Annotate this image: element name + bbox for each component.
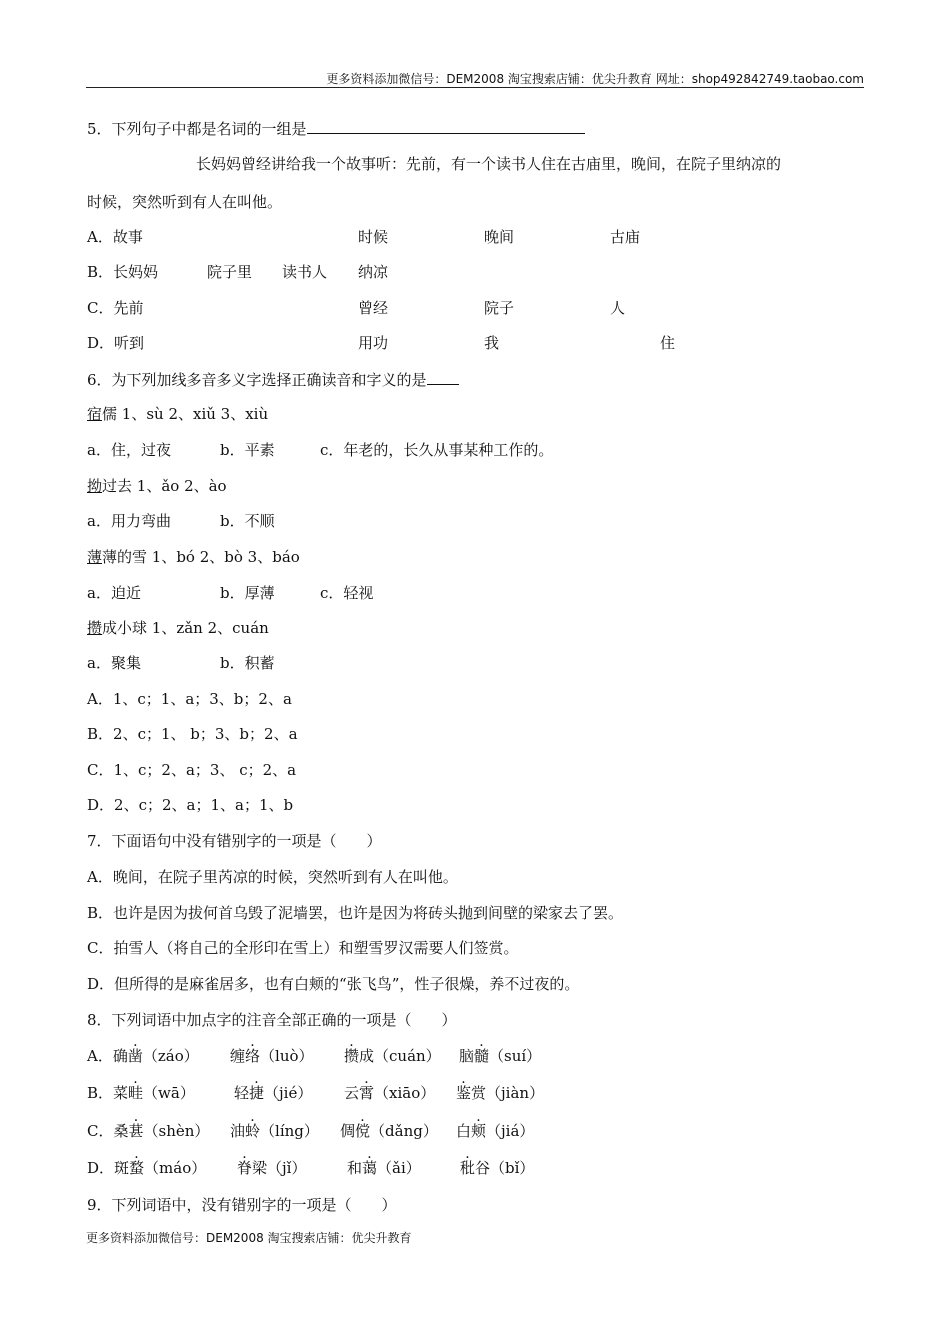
q8-option-d-word: 秕谷（bǐ） (460, 1159, 535, 1177)
q6-meaning: b．平素 (220, 441, 275, 459)
q6-word-2: 拗过去 1、ǎo 2、ào (87, 477, 227, 495)
q6-meaning: c．年老的，长久从事某种工作的。 (320, 441, 554, 459)
q5-option-d: D．听到 (87, 334, 145, 352)
q8-option-d-word: D．斑蝥（máo） (87, 1159, 207, 1177)
page-header: 更多资料添加微信号：DEM2008 淘宝搜索店铺：优尖升教育 网址：shop492842749.taobao.com (326, 72, 864, 86)
q5-option-d-word: 我 (484, 334, 500, 352)
q5-option-c-word: 院子 (484, 299, 515, 317)
q6-option-a: A．1、c；1、a；3、b；2、a (87, 690, 292, 708)
q9-stem: 9．下列词语中，没有错别字的一项是（ ） (87, 1196, 397, 1214)
q5-stem: 5．下列句子中都是名词的一组是 (87, 118, 585, 139)
q5-option-a-word: 古庙 (610, 228, 641, 246)
q6-meaning: a．住，过夜 (87, 441, 171, 459)
q8-option-b-word: B．菜畦（wā） (87, 1084, 195, 1102)
q5-option-b: B．长妈妈 (87, 263, 159, 281)
q8-option-b-word: 鉴赏（jiàn） (456, 1084, 545, 1102)
q5-passage-line2: 时候，突然听到有人在叫他。 (87, 193, 283, 211)
q8-option-d-word: 和蔼（ǎi） (347, 1159, 421, 1177)
q6-meaning: b．厚薄 (220, 584, 275, 602)
q8-option-d-word: 脊梁（jǐ） (237, 1159, 307, 1177)
q8-option-c-word: C．桑葚（shèn） (87, 1122, 210, 1140)
header-divider (86, 87, 864, 88)
q6-stem: 6．为下列加线多音多义字选择正确读音和字义的是 (87, 369, 459, 390)
q5-option-b-word: 纳凉 (358, 263, 389, 281)
q6-word-1: 宿儒 1、sù 2、xiǔ 3、xiù (87, 405, 269, 423)
q5-option-c: C．先前 (87, 299, 144, 317)
q7-option-b: B．也许是因为拔何首乌毁了泥墙罢，也许是因为将砖头抛到间壁的梁家去了罢。 (87, 904, 624, 922)
q7-option-c: C．拍雪人（将自己的全形印在雪上）和塑雪罗汉需要人们签赏。 (87, 939, 519, 957)
q6-meaning: a．用力弯曲 (87, 512, 171, 530)
q6-meaning: a．聚集 (87, 654, 141, 672)
q5-option-b-word: 读书人 (282, 263, 328, 281)
q7-stem: 7．下面语句中没有错别字的一项是（ ） (87, 832, 382, 850)
q6-option-b: B．2、c；1、 b；3、b；2、a (87, 725, 298, 743)
q8-option-a-word: 攒成（cuán） (344, 1047, 441, 1065)
q8-option-a-word: A．确凿（záo） (87, 1047, 199, 1065)
q7-option-a: A．晚间，在院子里芮凉的时候，突然听到有人在叫他。 (87, 868, 458, 886)
answer-blank (307, 118, 585, 134)
q6-meaning: b．积蓄 (220, 654, 275, 672)
q6-word-4: 攒成小球 1、zǎn 2、cuán (87, 619, 269, 637)
q5-option-a-word: 时候 (358, 228, 389, 246)
q8-option-a-word: 脑髓（suí） (459, 1047, 542, 1065)
answer-blank (427, 369, 459, 385)
page-footer: 更多资料添加微信号：DEM2008 淘宝搜索店铺：优尖升教育 (86, 1231, 412, 1245)
q5-option-a-word: 晚间 (484, 228, 515, 246)
q5-option-b-word: 院子里 (207, 263, 253, 281)
q8-stem: 8．下列词语中加点字的注音全部正确的一项是（ ） (87, 1011, 457, 1029)
q6-word-3: 薄薄的雪 1、bó 2、bò 3、báo (87, 548, 300, 566)
q6-meaning: a．迫近 (87, 584, 141, 602)
q5-option-d-word: 用功 (358, 334, 389, 352)
q6-option-c: C．1、c；2、a；3、 c；2、a (87, 761, 297, 779)
q6-option-d: D．2、c；2、a；1、a；1、b (87, 796, 294, 814)
q5-option-c-word: 人 (610, 299, 626, 317)
q5-passage-line1: 长妈妈曾经讲给我一个故事听：先前，有一个读书人住在古庙里，晚间，在院子里纳凉的 (196, 155, 782, 173)
q7-option-d: D．但所得的是麻雀居多，也有白颊的“张飞鸟”，性子很燥，养不过夜的。 (87, 975, 580, 993)
q8-option-c-word: 油蛉（líng） (230, 1122, 319, 1140)
q8-option-c-word: 倜傥（dǎng） (340, 1122, 438, 1140)
q8-option-b-word: 轻捷（jié） (234, 1084, 313, 1102)
q5-option-c-word: 曾经 (358, 299, 389, 317)
q8-option-c-word: 白颊（jiá） (456, 1122, 535, 1140)
q6-meaning: b．不顺 (220, 512, 275, 530)
q5-option-d-word: 住 (660, 334, 676, 352)
q8-option-a-word: 缠络（luò） (230, 1047, 314, 1065)
q8-option-b-word: 云霄（xiāo） (344, 1084, 436, 1102)
q6-meaning: c．轻视 (320, 584, 374, 602)
q5-option-a: A．故事 (87, 228, 143, 246)
